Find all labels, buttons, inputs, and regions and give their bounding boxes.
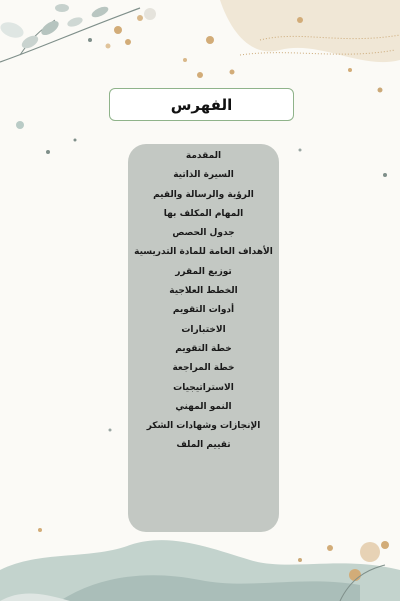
toc-item[interactable]: خطة المراجعة: [172, 363, 235, 374]
index-title-box: [109, 88, 294, 121]
toc-item[interactable]: المقدمة: [185, 151, 222, 161]
table-of-contents-panel: [128, 144, 279, 532]
toc-item[interactable]: الاختبارات: [181, 324, 226, 335]
toc-item[interactable]: جدول الحصص: [172, 228, 235, 239]
table-of-contents-list: [128, 144, 279, 456]
top-right-gold-wash: [183, 0, 400, 93]
top-left-branch: [0, 4, 156, 62]
toc-item[interactable]: خطة التقويم: [175, 343, 232, 354]
toc-item[interactable]: توزيع المقرر: [175, 266, 232, 277]
toc-item[interactable]: الأهداف العامة للمادة التدريسية: [134, 247, 273, 258]
toc-item[interactable]: تقييم الملف: [176, 440, 231, 451]
toc-item[interactable]: الرؤية والرسالة والقيم: [153, 189, 254, 200]
toc-item[interactable]: النمو المهني: [175, 401, 232, 412]
toc-item[interactable]: الاستراتيجيات: [173, 382, 234, 393]
toc-item[interactable]: أدوات التقويم: [172, 305, 235, 316]
toc-item[interactable]: السيرة الذاتية: [173, 170, 234, 181]
toc-item[interactable]: الإنجازات وشهادات الشكر: [146, 421, 261, 432]
bottom-watercolor: [0, 528, 400, 601]
toc-item[interactable]: الخطط العلاجية: [169, 286, 238, 297]
index-title: الفهرس: [170, 95, 233, 114]
toc-item[interactable]: المهام المكلف بها: [163, 208, 244, 219]
